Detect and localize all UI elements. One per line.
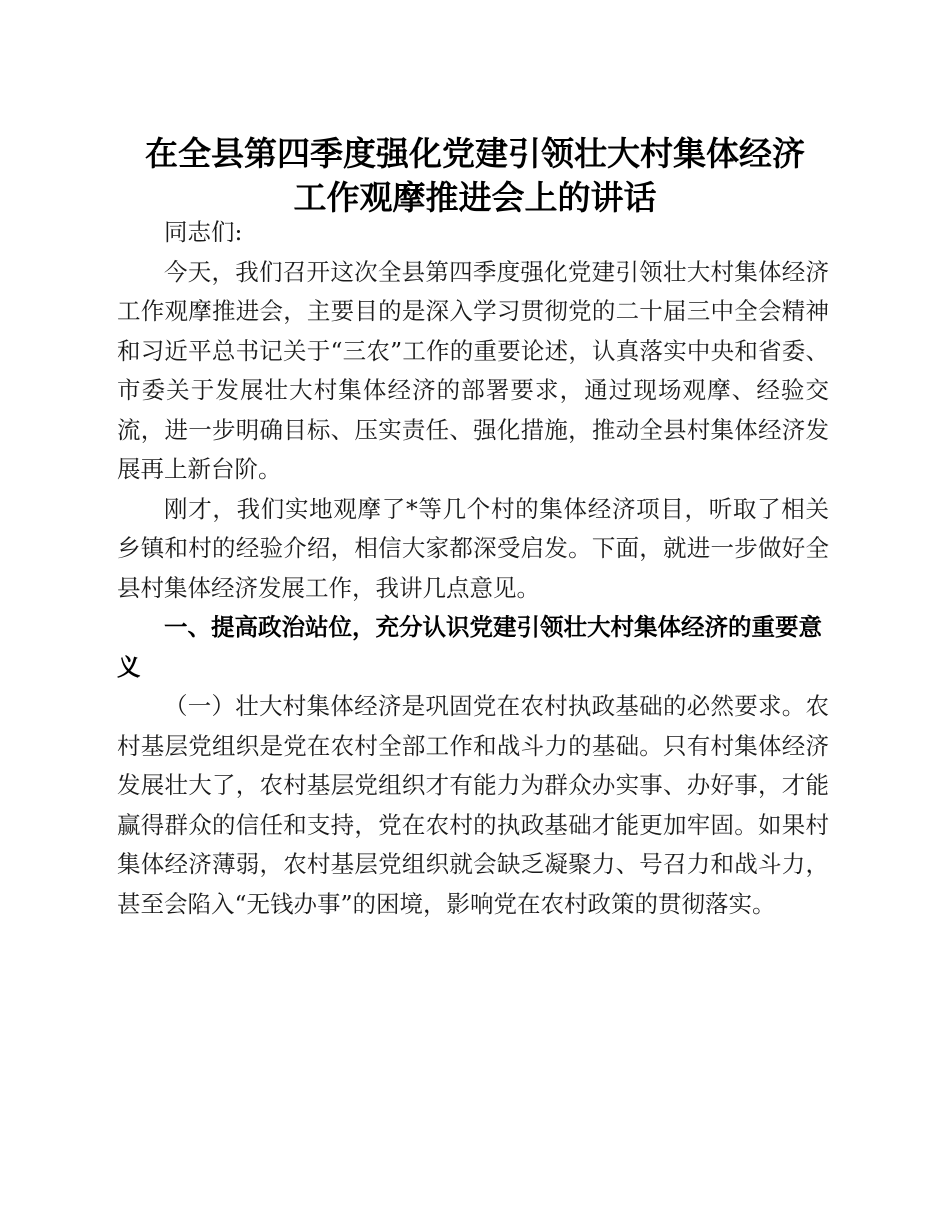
paragraph-observation: 刚才，我们实地观摩了*等几个村的集体经济项目，听取了相关乡镇和村的经验介绍，相信大家都深受启发。下面，就进一步做好全县村集体经济发展工作，我讲几点意见。 [117,494,829,602]
document-title [110,132,840,220]
section-heading: 一、提高政治站位，充分认识党建引领壮大村集体经济的重要意义 [117,613,822,681]
title-line-1: 在全县第四季度强化党建引领壮大村集体经济 [145,134,805,173]
title-line-2: 工作观摩推进会上的讲话 [293,178,657,217]
document-body [117,213,829,924]
paragraph-intro: 今天，我们召开这次全县第四季度强化党建引领壮大村集体经济工作观摩推进会，主要目的是深入学习贯彻党的二十届三中全会精神和习近平总书记关于“三农”工作的重要论述，认真落实中央和省委、市委关于发展壮大村集体经济的部署要求，通过现场观摩、经验交流，进一步明确目标、压实责任、强化措施，推动全县村集体经济发展再上新台阶。 [117,257,829,483]
subsection-paragraph: （一）壮大村集体经济是巩固党在农村执政基础的必然要求。农村基层党组织是党在农村全部工作和战斗力的基础。只有村集体经济发展壮大了，农村基层党组织才有能力为群众办实事、办好事，才能赢得群众的信任和支持，党在农村的执政基础才能更加牢固。如果村集体经济薄弱，农村基层党组织就会缺乏凝聚力、号召力和战斗力，甚至会陷入“无钱办事”的困境，影响党在农村政策的贯彻落实。 [117,692,829,918]
salutation: 同志们: [164,218,243,246]
